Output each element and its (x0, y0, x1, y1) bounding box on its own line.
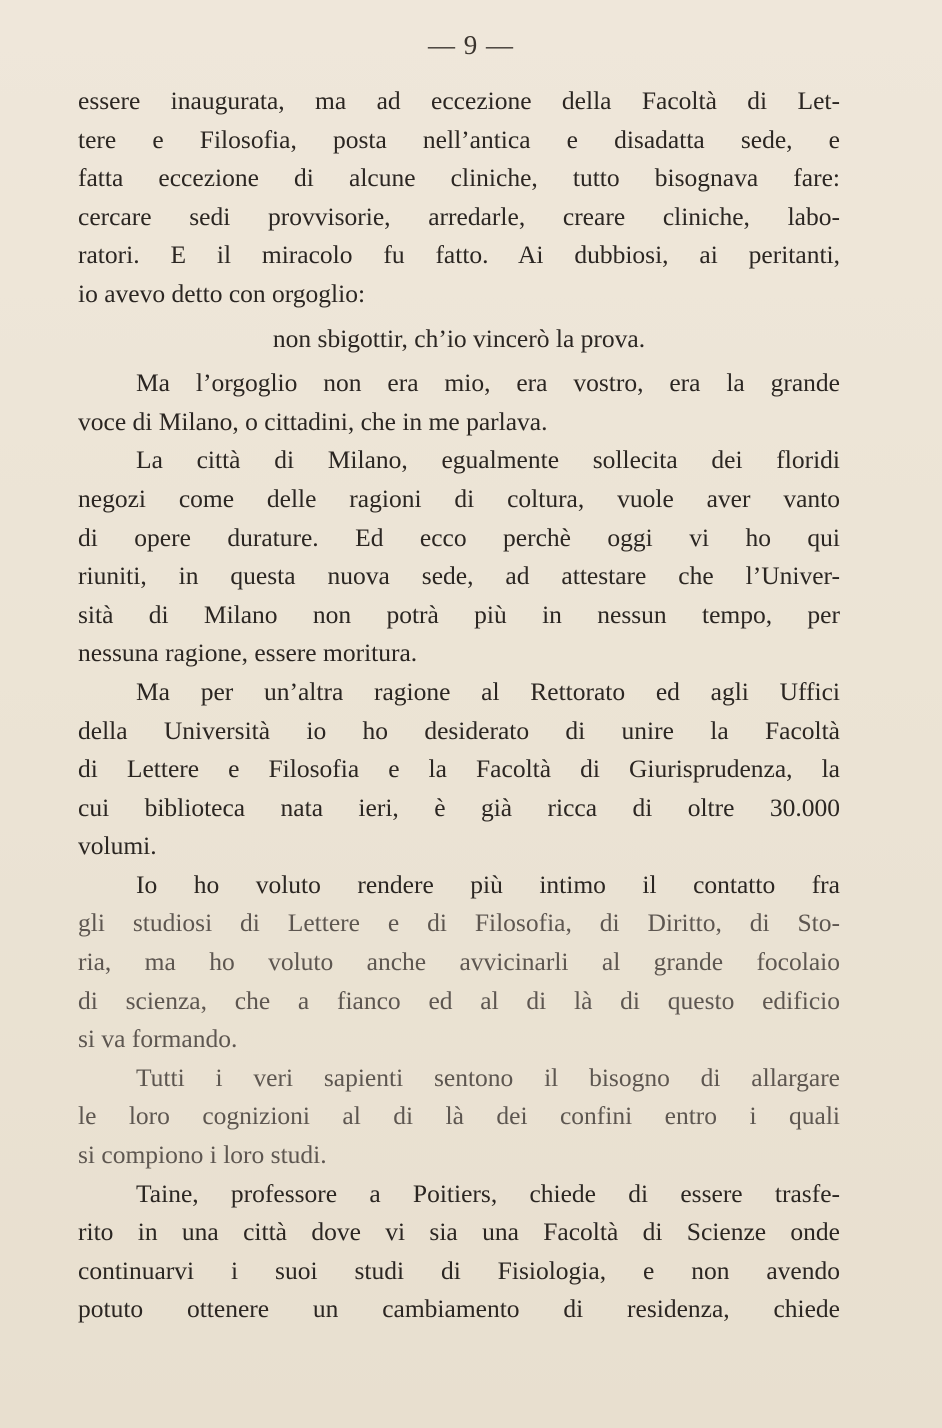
quoted-verse: non sbigottir, ch’io vincerò la prova. (272, 323, 646, 353)
paragraph-first-line: La città di Milano, egualmente sollecita dei floridi (136, 445, 840, 475)
text-line: negozi come delle ragioni di coltura, vuole aver vanto (78, 483, 840, 513)
text-line: della Università io ho desiderato di unire la Facoltà (78, 715, 840, 745)
text-line: voce di Milano, o cittadini, che in me parlava. (78, 406, 548, 436)
paragraph-first-line: Tutti i veri sapienti sentono il bisogno di allargare (136, 1062, 840, 1092)
text-line: io avevo detto con orgoglio: (78, 278, 366, 308)
text-line: rito in una città dove vi sia una Facoltà di Scienze onde (78, 1217, 840, 1247)
text-line: cercare sedi provvisorie, arredarle, creare cliniche, labo- (78, 201, 840, 231)
text-line: gli studiosi di Lettere e di Filosofia, di Diritto, di Sto- (78, 908, 840, 938)
text-line: di Lettere e Filosofia e la Facoltà di Giurisprudenza, la (78, 754, 840, 784)
paragraph-first-line: Ma per un’altra ragione al Rettorato ed agli Uffici (136, 676, 840, 706)
text-line: cui biblioteca nata ieri, è già ricca di oltre 30.000 (78, 792, 840, 822)
text-line: le loro cognizioni al di là dei confini entro i quali (78, 1101, 840, 1131)
text-line: riuniti, in questa nuova sede, ad attestare che l’Univer- (78, 561, 840, 591)
text-line: nessuna ragione, essere moritura. (78, 638, 418, 668)
text-line: tere e Filosofia, posta nell’antica e disadatta sede, e (78, 124, 840, 154)
text-line: sità di Milano non potrà più in nessun tempo, per (78, 599, 840, 629)
text-line: volumi. (78, 831, 157, 861)
paragraph-first-line: Io ho voluto rendere più intimo il contatto fra (136, 869, 840, 899)
text-line: essere inaugurata, ma ad eccezione della Facoltà di Let- (78, 86, 840, 115)
text-line: potuto ottenere un cambiamento di residenza, chiede (78, 1294, 840, 1324)
text-line: di scienza, che a fianco ed al di là di questo edificio (78, 985, 840, 1015)
text-line: ratori. E il miracolo fu fatto. Ai dubbiosi, ai peritanti, (78, 240, 840, 270)
text-line: continuarvi i suoi studi di Fisiologia, e non avendo (78, 1255, 840, 1285)
page-number: — 9 — (428, 30, 514, 60)
text-line: ria, ma ho voluto anche avvicinarli al grande focolaio (78, 947, 840, 977)
text-line: fatta eccezione di alcune cliniche, tutto bisognava fare: (78, 163, 840, 193)
text-line: di opere durature. Ed ecco perchè oggi vi ho qui (78, 522, 840, 552)
paragraph-first-line: Ma l’orgoglio non era mio, era vostro, era la grande (136, 368, 840, 398)
body-text (78, 82, 840, 1329)
text-line: si compiono i loro studi. (78, 1140, 327, 1170)
text-line: si va formando. (78, 1024, 238, 1054)
paragraph-first-line: Taine, professore a Poitiers, chiede di essere trasfe- (136, 1178, 840, 1208)
